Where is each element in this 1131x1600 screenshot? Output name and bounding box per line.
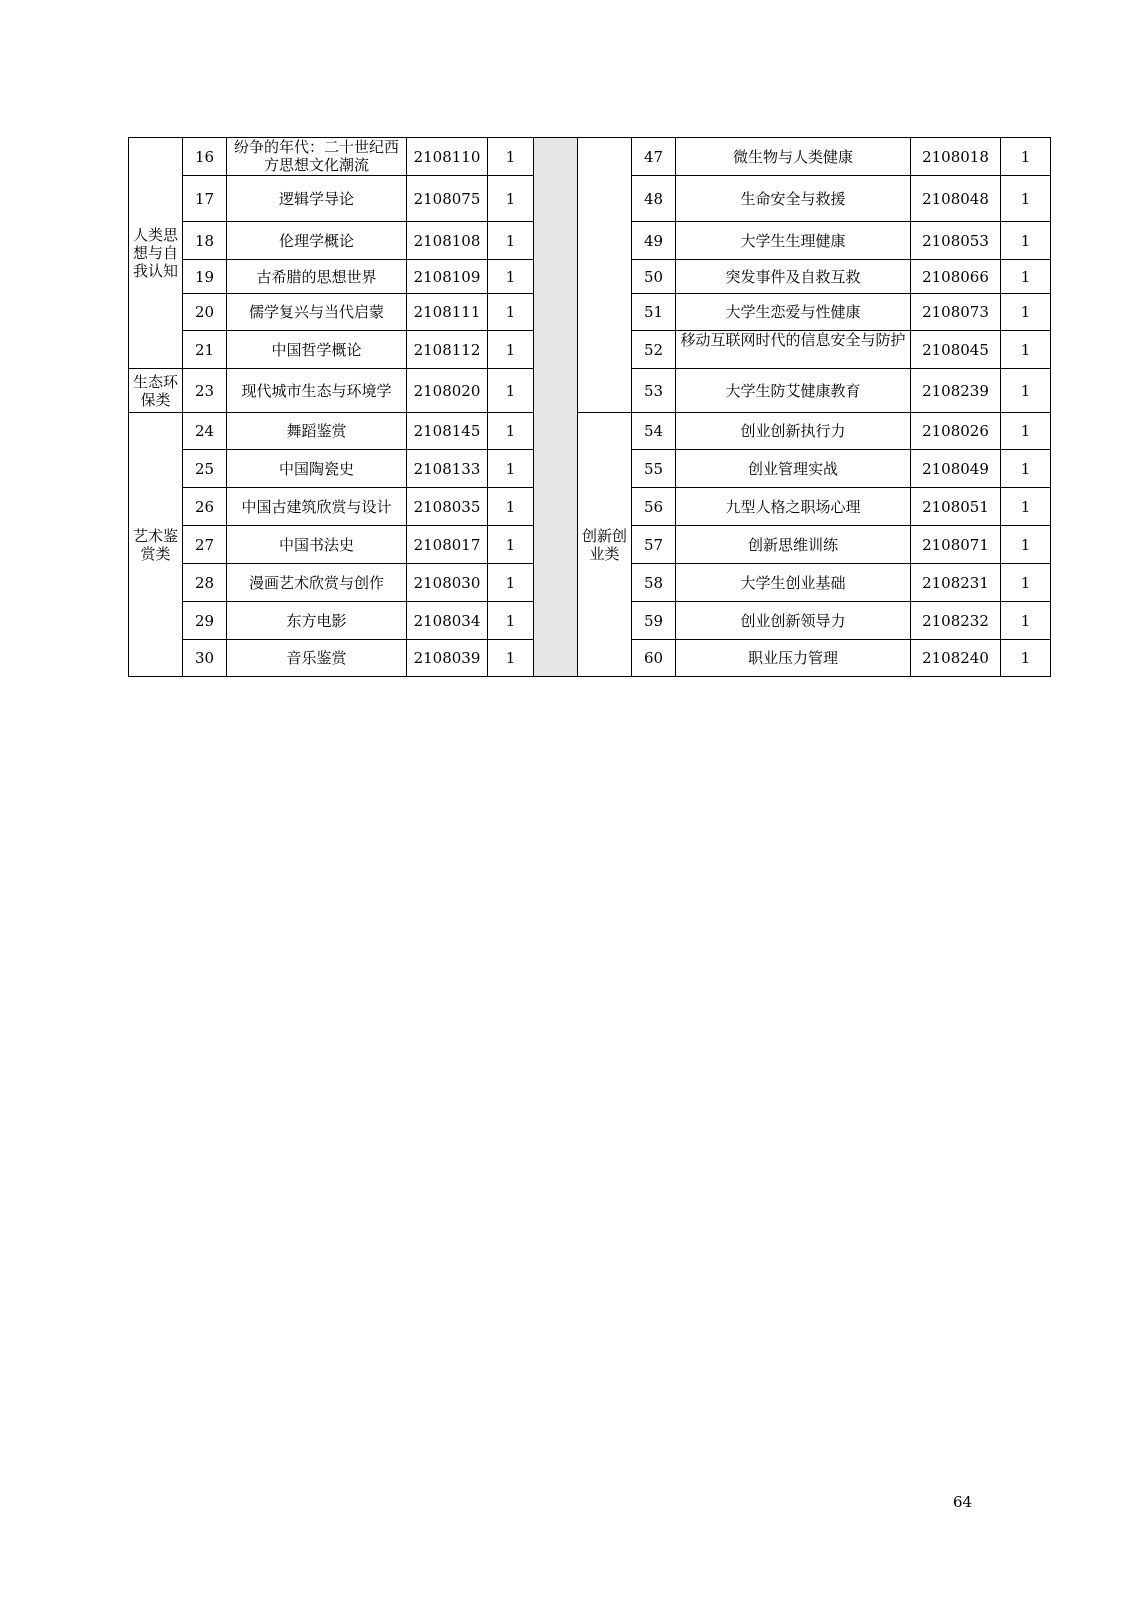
course-name: 中国书法史: [227, 526, 407, 564]
course-number: 57: [632, 526, 676, 564]
course-code: 2108075: [407, 176, 488, 222]
course-name: 创业创新执行力: [676, 413, 911, 450]
gap-column: [534, 138, 578, 677]
course-credit: 1: [488, 260, 534, 294]
course-number: 48: [632, 176, 676, 222]
course-credit: 1: [1001, 488, 1051, 526]
course-name-text: 移动互联网时代的信息安全与防护: [680, 331, 906, 349]
course-code: 2108239: [911, 369, 1001, 413]
course-code: 2108145: [407, 413, 488, 450]
course-name: 突发事件及自救互救: [676, 260, 911, 294]
course-credit: 1: [488, 222, 534, 260]
course-name: 漫画艺术欣赏与创作: [227, 564, 407, 602]
course-number: 50: [632, 260, 676, 294]
course-number: 51: [632, 294, 676, 331]
course-code: 2108039: [407, 640, 488, 677]
course-number: 53: [632, 369, 676, 413]
category-cell-empty: [578, 138, 632, 413]
course-code: 2108133: [407, 450, 488, 488]
course-code: 2108110: [407, 138, 488, 176]
course-credit: 1: [488, 602, 534, 640]
course-name: 职业压力管理: [676, 640, 911, 677]
course-credit: 1: [488, 488, 534, 526]
course-code: 2108049: [911, 450, 1001, 488]
course-code: 2108045: [911, 331, 1001, 369]
course-code: 2108240: [911, 640, 1001, 677]
course-name: 创业管理实战: [676, 450, 911, 488]
course-credit: 1: [1001, 413, 1051, 450]
course-code: 2108071: [911, 526, 1001, 564]
course-name: 伦理学概论: [227, 222, 407, 260]
course-credit: 1: [1001, 640, 1051, 677]
course-name: 现代城市生态与环境学: [227, 369, 407, 413]
course-name: 音乐鉴赏: [227, 640, 407, 677]
course-table: [128, 137, 1051, 677]
course-code: 2108112: [407, 331, 488, 369]
course-name: 舞蹈鉴赏: [227, 413, 407, 450]
course-credit: 1: [1001, 564, 1051, 602]
category-cell: 创新创业类: [578, 413, 632, 677]
course-credit: 1: [488, 176, 534, 222]
course-credit: 1: [1001, 260, 1051, 294]
course-credit: 1: [488, 526, 534, 564]
course-number: 52: [632, 331, 676, 369]
course-name: 大学生创业基础: [676, 564, 911, 602]
course-credit: 1: [1001, 526, 1051, 564]
course-number: 23: [183, 369, 227, 413]
course-code: 2108017: [407, 526, 488, 564]
course-credit: 1: [488, 640, 534, 677]
course-name: 大学生恋爱与性健康: [676, 294, 911, 331]
course-number: 26: [183, 488, 227, 526]
course-credit: 1: [1001, 331, 1051, 369]
page-number: 64: [953, 1493, 973, 1511]
course-name: 创业创新领导力: [676, 602, 911, 640]
course-name: 九型人格之职场心理: [676, 488, 911, 526]
course-number: 47: [632, 138, 676, 176]
course-name: 大学生生理健康: [676, 222, 911, 260]
course-code: 2108051: [911, 488, 1001, 526]
course-credit: 1: [488, 331, 534, 369]
category-cell: 人类思想与自我认知: [129, 138, 183, 369]
course-name: 创新思维训练: [676, 526, 911, 564]
course-code: 2108108: [407, 222, 488, 260]
course-number: 29: [183, 602, 227, 640]
course-number: 28: [183, 564, 227, 602]
course-credit: 1: [1001, 369, 1051, 413]
course-number: 27: [183, 526, 227, 564]
course-name: [227, 138, 407, 176]
course-credit: 1: [1001, 294, 1051, 331]
course-name: [676, 331, 911, 369]
course-credit: 1: [1001, 222, 1051, 260]
course-number: 56: [632, 488, 676, 526]
course-number: 60: [632, 640, 676, 677]
course-code: 2108111: [407, 294, 488, 331]
course-number: 54: [632, 413, 676, 450]
course-credit: 1: [488, 564, 534, 602]
course-number: 25: [183, 450, 227, 488]
course-code: 2108026: [911, 413, 1001, 450]
course-number: 55: [632, 450, 676, 488]
course-code: 2108048: [911, 176, 1001, 222]
course-name: 中国哲学概论: [227, 331, 407, 369]
course-credit: 1: [1001, 138, 1051, 176]
course-code: 2108020: [407, 369, 488, 413]
course-number: 17: [183, 176, 227, 222]
course-number: 21: [183, 331, 227, 369]
course-credit: 1: [488, 369, 534, 413]
course-code: 2108053: [911, 222, 1001, 260]
course-name: 儒学复兴与当代启蒙: [227, 294, 407, 331]
course-name: 逻辑学导论: [227, 176, 407, 222]
course-code: 2108018: [911, 138, 1001, 176]
course-name: 微生物与人类健康: [676, 138, 911, 176]
course-name-text: 纷争的年代：二十世纪西方思想文化潮流: [233, 138, 399, 174]
course-code: 2108073: [911, 294, 1001, 331]
course-code: 2108232: [911, 602, 1001, 640]
course-credit: 1: [1001, 602, 1051, 640]
course-number: 30: [183, 640, 227, 677]
course-code: 2108231: [911, 564, 1001, 602]
course-credit: 1: [1001, 176, 1051, 222]
course-name: 中国陶瓷史: [227, 450, 407, 488]
course-code: 2108109: [407, 260, 488, 294]
course-number: 16: [183, 138, 227, 176]
course-credit: 1: [488, 413, 534, 450]
course-code: 2108066: [911, 260, 1001, 294]
course-name: 古希腊的思想世界: [227, 260, 407, 294]
course-credit: 1: [488, 294, 534, 331]
course-credit: 1: [488, 450, 534, 488]
course-number: 18: [183, 222, 227, 260]
course-number: 20: [183, 294, 227, 331]
course-number: 24: [183, 413, 227, 450]
course-number: 58: [632, 564, 676, 602]
course-name: 大学生防艾健康教育: [676, 369, 911, 413]
course-number: 19: [183, 260, 227, 294]
course-code: 2108030: [407, 564, 488, 602]
course-code: 2108034: [407, 602, 488, 640]
table-row: [129, 138, 1051, 176]
category-cell: 艺术鉴赏类: [129, 413, 183, 677]
course-number: 49: [632, 222, 676, 260]
course-name: 中国古建筑欣赏与设计: [227, 488, 407, 526]
course-credit: 1: [488, 138, 534, 176]
table-row: [129, 413, 1051, 450]
course-number: 59: [632, 602, 676, 640]
course-name: 生命安全与救援: [676, 176, 911, 222]
category-cell: 生态环保类: [129, 369, 183, 413]
course-name: 东方电影: [227, 602, 407, 640]
course-code: 2108035: [407, 488, 488, 526]
course-credit: 1: [1001, 450, 1051, 488]
